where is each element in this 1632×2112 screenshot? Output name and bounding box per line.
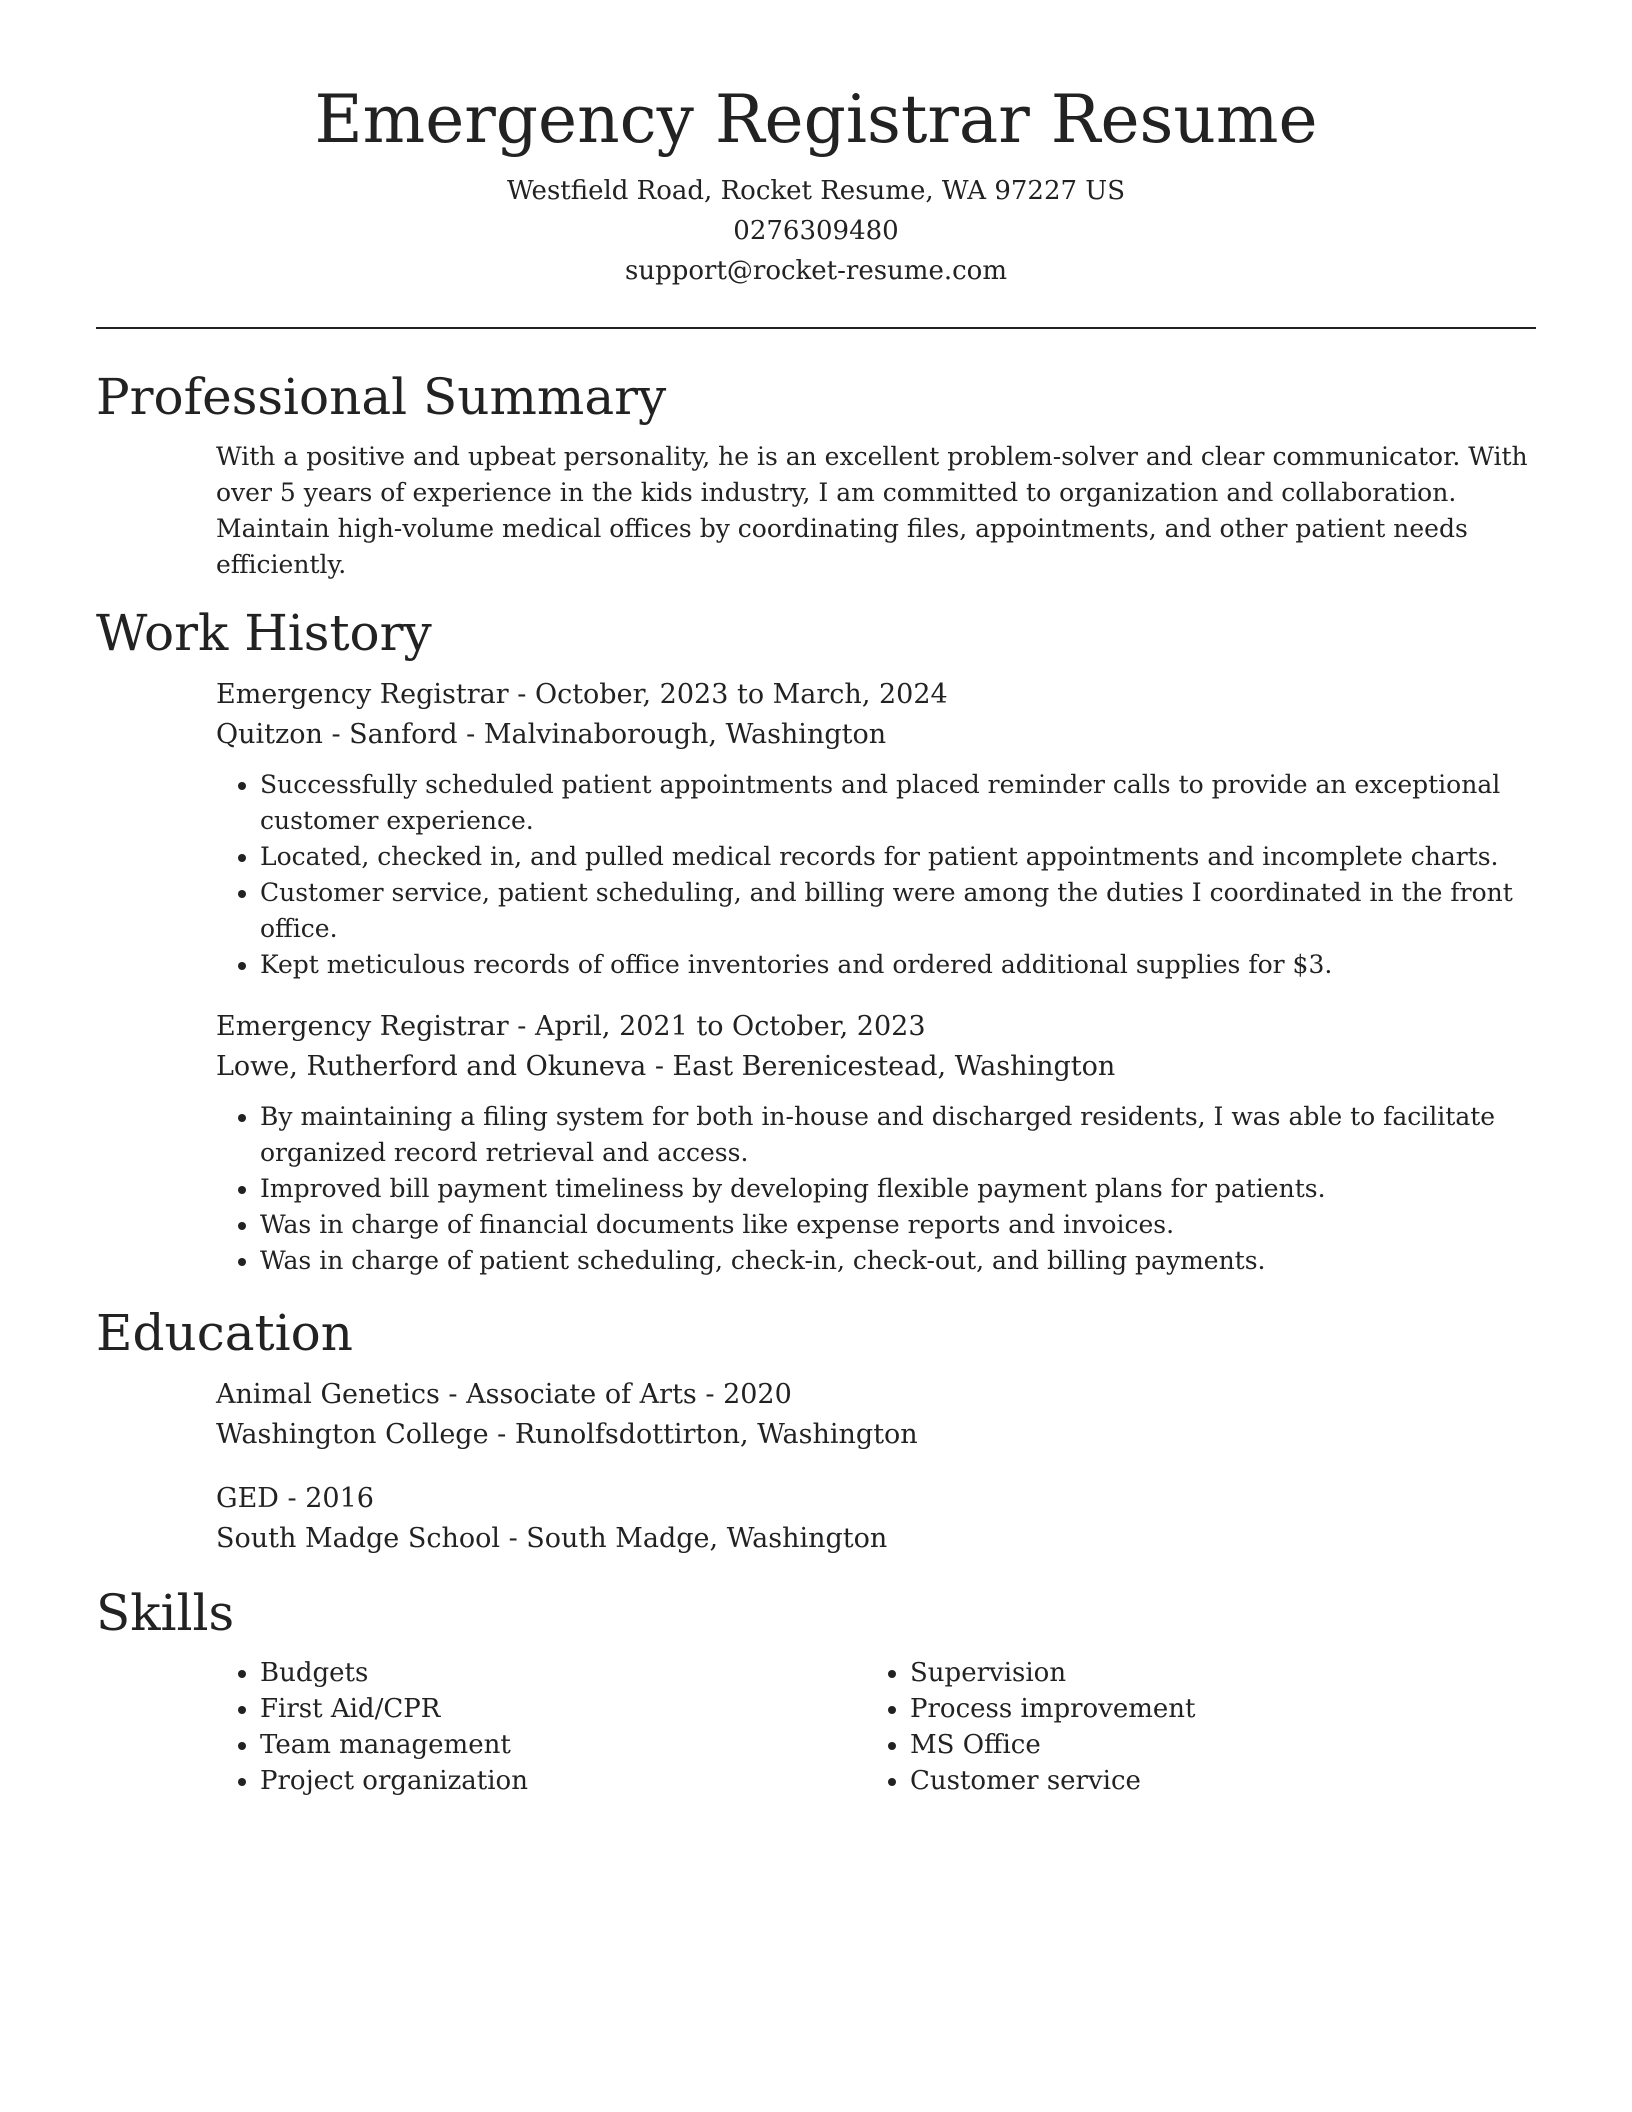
summary-body	[96, 439, 1536, 583]
contact-phone: 0276309480	[733, 216, 899, 247]
skill-item: • Customer service	[910, 1763, 1516, 1799]
job-title: Emergency Registrar	[216, 679, 509, 711]
education-body	[96, 1375, 1536, 1559]
work-section	[96, 603, 1536, 1279]
work-heading: Work History	[96, 604, 432, 663]
job-dates: - October, 2023 to March, 2024	[508, 679, 948, 711]
education-heading: Education	[96, 1304, 353, 1363]
skill-item: • Supervision	[910, 1655, 1516, 1691]
education-location: - South Madge, Washington	[500, 1523, 888, 1555]
education-year: - 2016	[278, 1483, 374, 1515]
resume-header	[96, 0, 1536, 291]
education-degree-line	[216, 1479, 1536, 1519]
job-entry	[216, 1007, 1536, 1279]
education-entry	[216, 1479, 1536, 1559]
education-school-line	[216, 1519, 1536, 1559]
job-company: Lowe, Rutherford and Okuneva	[216, 1051, 647, 1083]
job-dates: - April, 2021 to October, 2023	[508, 1011, 926, 1043]
job-location: - East Berenicestead, Washington	[646, 1051, 1116, 1083]
page-title: Emergency Registrar Resume	[314, 81, 1318, 158]
education-degree: GED	[216, 1483, 279, 1515]
skills-heading: Skills	[96, 1584, 235, 1643]
job-duty: • Successfully scheduled patient appointments and placed reminder calls to provide an exceptional customer experience.	[260, 767, 1536, 839]
education-degree: Animal Genetics - Associate of Arts	[216, 1379, 697, 1411]
contact-address: Westfield Road, Rocket Resume, WA 97227 US	[506, 176, 1126, 207]
skill-item: • First Aid/CPR	[260, 1691, 866, 1727]
skills-list-left	[216, 1655, 866, 1799]
job-company: Quitzon - Sanford	[216, 719, 458, 751]
education-year: - 2020	[696, 1379, 792, 1411]
skill-item: • Process improvement	[910, 1691, 1516, 1727]
job-duty: • Located, checked in, and pulled medical records for patient appointments and incomplete charts.	[260, 839, 1536, 875]
work-body	[96, 675, 1536, 1279]
job-duty: • Was in charge of patient scheduling, check-in, check-out, and billing payments.	[260, 1243, 1536, 1279]
skills-grid	[216, 1655, 1536, 1799]
job-location: - Malvinaborough, Washington	[457, 719, 887, 751]
job-duty: • Was in charge of financial documents like expense reports and invoices.	[260, 1207, 1536, 1243]
contact-info	[96, 171, 1536, 291]
header-divider	[96, 327, 1536, 329]
job-title: Emergency Registrar	[216, 1011, 509, 1043]
education-school: South Madge School	[216, 1523, 500, 1555]
summary-heading: Professional Summary	[96, 368, 667, 427]
skills-column-left	[216, 1655, 866, 1799]
job-duty: • By maintaining a filing system for both in-house and discharged residents, I was able to facilitate organized record retrieval and access.	[260, 1099, 1536, 1171]
education-school-line	[216, 1415, 1536, 1455]
job-duties	[216, 767, 1536, 983]
skills-list-right	[866, 1655, 1516, 1799]
skill-item: • Budgets	[260, 1655, 866, 1691]
skill-item: • MS Office	[910, 1727, 1516, 1763]
job-duty: • Customer service, patient scheduling, and billing were among the duties I coordinated in the front office.	[260, 875, 1536, 947]
education-entry	[216, 1375, 1536, 1455]
job-title-line	[216, 1007, 1536, 1047]
skills-body	[96, 1655, 1536, 1799]
job-duty: • Improved bill payment timeliness by developing flexible payment plans for patients.	[260, 1171, 1536, 1207]
education-location: - Runolfsdottirton, Washington	[488, 1419, 918, 1451]
skills-column-right	[866, 1655, 1516, 1799]
summary-text: With a positive and upbeat personality, he is an excellent problem-solver and clear communicator. With over 5 years of experience in the kids industry, I am committed to organization and collaboration. Maintain high-volume medical offices by coordinating files, appointments, and other patient needs efficiently.	[216, 442, 1528, 580]
education-school: Washington College	[216, 1419, 489, 1451]
contact-email: support@rocket-resume.com	[624, 256, 1007, 287]
summary-section	[96, 367, 1536, 583]
job-title-line	[216, 675, 1536, 715]
skill-item: • Team management	[260, 1727, 866, 1763]
skill-item: • Project organization	[260, 1763, 866, 1799]
education-section	[96, 1303, 1536, 1559]
job-company-line	[216, 715, 1536, 755]
education-degree-line	[216, 1375, 1536, 1415]
job-duty: • Kept meticulous records of office inventories and ordered additional supplies for $3.	[260, 947, 1536, 983]
job-duties	[216, 1099, 1536, 1279]
skills-section	[96, 1583, 1536, 1799]
job-company-line	[216, 1047, 1536, 1087]
job-entry	[216, 675, 1536, 983]
